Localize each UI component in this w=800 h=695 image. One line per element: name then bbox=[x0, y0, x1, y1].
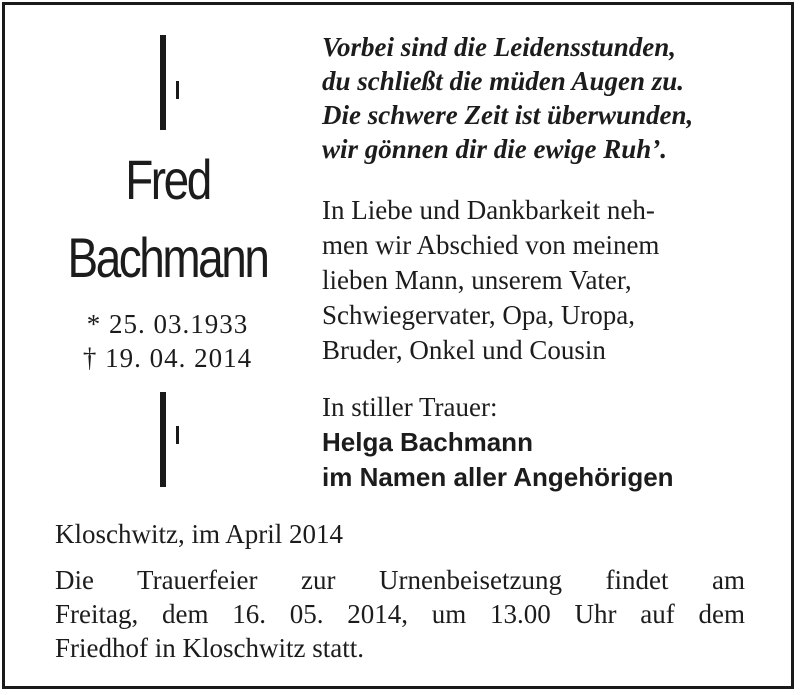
mourners bbox=[322, 390, 772, 495]
death-date: † 19. 04. 2014 bbox=[82, 343, 253, 373]
cross-symbol-bottom bbox=[160, 392, 190, 487]
place-date: Kloschwitz, im April 2014 bbox=[55, 519, 343, 549]
poem-line: wir gönnen dir die ewige Ruh’. bbox=[322, 134, 668, 164]
ceremony-line: Friedhof in Kloschwitz statt. bbox=[55, 633, 364, 663]
deceased-first-name: Fred bbox=[125, 148, 210, 211]
ceremony-text bbox=[55, 563, 745, 665]
ceremony-line: Die Trauerfeier zur Urnenbeisetzung findet am bbox=[55, 565, 745, 595]
cross-symbol-top bbox=[160, 35, 190, 130]
poem-line: Vorbei sind die Leidensstunden, bbox=[322, 32, 677, 62]
mourners-intro: In stiller Trauer: bbox=[322, 392, 498, 422]
poem-line: du schließt die müden Augen zu. bbox=[322, 66, 685, 96]
birth-date: * 25. 03.1933 bbox=[86, 309, 249, 339]
ceremony-line: Freitag, dem 16. 05. 2014, um 13.00 Uhr auf dem bbox=[55, 599, 745, 629]
farewell-line: In Liebe und Dankbarkeit neh- bbox=[322, 195, 655, 225]
poem-line: Die schwere Zeit ist überwunden, bbox=[322, 100, 694, 130]
deceased-last-name: Bachmann bbox=[67, 226, 268, 289]
farewell-line: Bruder, Onkel und Cousin bbox=[322, 335, 606, 365]
poem bbox=[322, 30, 772, 166]
farewell-line: Schwiegervater, Opa, Uropa, bbox=[322, 300, 636, 330]
farewell-text bbox=[322, 193, 772, 368]
farewell-line: men wir Abschied von meinem bbox=[322, 230, 660, 260]
mourners-on-behalf: im Namen aller Angehörigen bbox=[322, 462, 674, 492]
farewell-line: lieben Mann, unserem Vater, bbox=[322, 265, 632, 295]
mourner-name: Helga Bachmann bbox=[322, 427, 533, 457]
